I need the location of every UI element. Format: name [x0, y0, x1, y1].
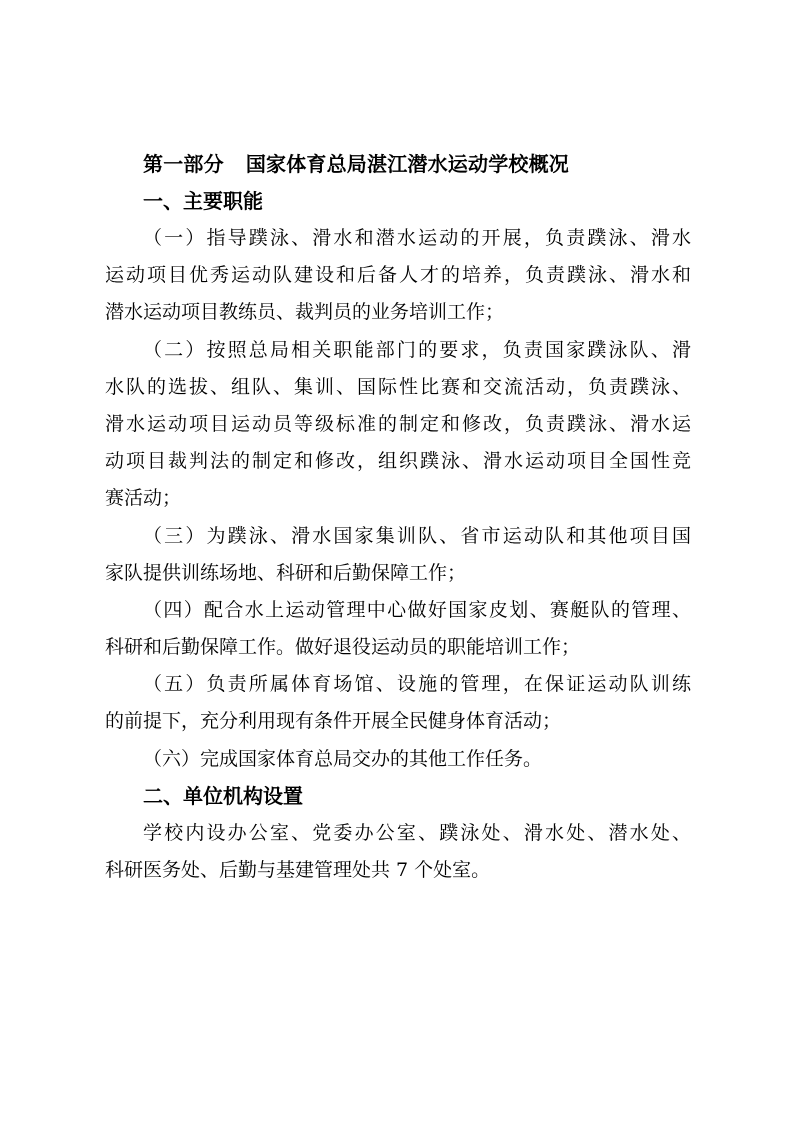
paragraph-line: （五）负责所属体育场馆、设施的管理，在保证运动队训练 [143, 673, 691, 696]
section-heading-organization: 二、单位机构设置 [143, 783, 303, 808]
paragraph [105, 518, 691, 592]
paragraph [105, 666, 691, 740]
part-title-text: 国家体育总局湛江潜水运动学校概况 [245, 152, 570, 176]
paragraph-line: （四）配合水上运动管理中心做好国家皮划、赛艇队的管理、 [143, 598, 691, 621]
paragraph [105, 332, 691, 518]
paragraph-line: 滑水运动项目运动员等级标准的制定和修改，负责蹼泳、滑水运 [105, 412, 691, 435]
paragraph-line: 科研和后勤保障工作。做好退役运动员的职能培训工作； [105, 636, 581, 659]
part-title [105, 146, 691, 183]
paragraph-line: 动项目裁判法的制定和修改，组织蹼泳、滑水运动项目全国性竞 [105, 450, 691, 473]
paragraph-line: （一）指导蹼泳、滑水和潜水运动的开展，负责蹼泳、滑水 [143, 227, 691, 249]
paragraph [105, 815, 691, 889]
paragraph-line: 的前提下，充分利用现有条件开展全民健身体育活动； [105, 710, 562, 733]
section-main-functions [105, 220, 691, 778]
paragraph [105, 592, 691, 666]
paragraph-line: 水队的选拔、组队、集训、国际性比赛和交流活动，负责蹼泳、 [105, 375, 691, 398]
paragraph-line: （三）为蹼泳、滑水国家集训队、省市运动队和其他项目国 [143, 524, 691, 547]
document-body [105, 146, 691, 889]
paragraph-line: 潜水运动项目教练员、裁判员的业务培训工作； [105, 301, 505, 324]
section-heading-main-functions: 一、主要职能 [143, 189, 263, 213]
paragraph-line: 科研医务处、后勤与基建管理处共 7 个处室。 [105, 859, 491, 881]
paragraph-line: 运动项目优秀运动队建设和后备人才的培养，负责蹼泳、滑水和 [105, 264, 691, 287]
paragraph-line: 学校内设办公室、党委办公室、蹼泳处、滑水处、潜水处、 [143, 821, 691, 844]
paragraph-line: 赛活动； [105, 487, 182, 510]
part-title-label: 第一部分 [143, 152, 224, 176]
paragraph [105, 741, 691, 778]
paragraph [105, 220, 691, 332]
paragraph-line: （六）完成国家体育总局交办的其他工作任务。 [143, 747, 543, 770]
section-organization [105, 815, 691, 889]
paragraph-line: 家队提供训练场地、科研和后勤保障工作； [105, 561, 467, 584]
paragraph-line: （二）按照总局相关职能部门的要求，负责国家蹼泳队、滑 [143, 338, 691, 361]
